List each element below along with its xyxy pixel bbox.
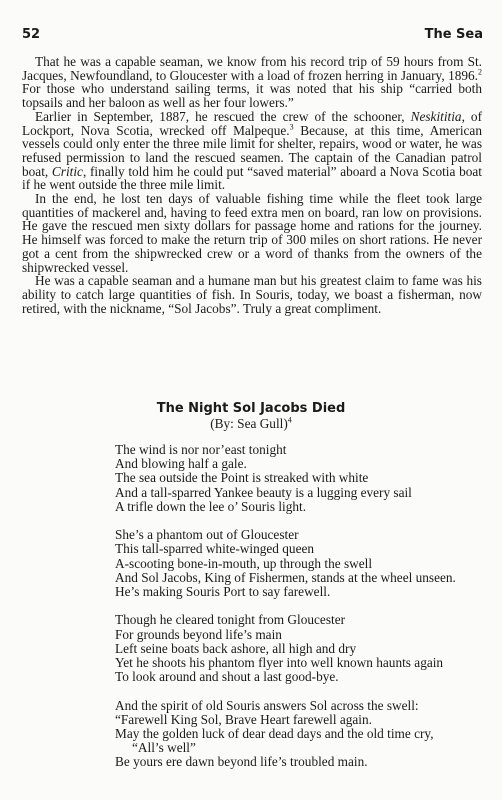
- poem-line: And Sol Jacobs, King of Fishermen, stands at the wheel unseen.: [115, 569, 456, 585]
- running-header: [22, 27, 483, 42]
- text-run: , of Lockport, Nova Scotia, wrecked off Malpeque.: [22, 108, 482, 138]
- poem-body: [115, 443, 460, 784]
- text-run: Earlier in September, 1887, he rescued the crew of the schooner,: [35, 108, 411, 124]
- paragraph: [22, 55, 482, 110]
- text-run: That he was a capable seaman, we know from his record trip of 59 hours from St. Jacques, Newfoundland, to Gloucester with a load of frozen herring in January, 1896.: [22, 54, 482, 83]
- poem-line: She’s a phantom out of Gloucester: [115, 527, 299, 543]
- poem-line: Though he cleared tonight from Gloucester: [115, 612, 346, 628]
- footnote-ref: 2: [478, 67, 482, 77]
- text-run: , finally told him he could put “saved material” aboard a Nova Scotia boat if he went outside the three mile limit.: [22, 163, 482, 193]
- section-title: The Sea: [424, 27, 483, 42]
- text-run: He was a capable seaman and a humane man but his greatest claim to fame was his ability to catch large quantities of fish. In Souris, today, we boast a fisherman, now retired, with the nickname, “Sol Jacobs”. Truly a great compliment.: [22, 273, 482, 316]
- poem-title: The Night Sol Jacobs Died: [156, 401, 346, 416]
- poem-line: He’s making Souris Port to say farewell.: [115, 584, 331, 600]
- footnote-ref: 3: [289, 122, 294, 132]
- vessel-name: Critic: [51, 163, 83, 179]
- text-run: Because, at this time, American vessels could only enter the three mile limit for shelter, repairs, wood or water, he was refused permission to land the rescued seamen. The captain of the Canadian patrol boat,: [22, 122, 482, 179]
- poem-line: And the spirit of old Souris answers Sol across the swell:: [115, 697, 419, 713]
- poem-line: “Farewell King Sol, Brave Heart farewell again.: [115, 711, 372, 727]
- poem-line: Be yours ere dawn beyond life’s troubled main.: [115, 754, 368, 770]
- poem-line: This tall-sparred white-winged queen: [115, 541, 315, 557]
- paragraph: [22, 110, 482, 192]
- vessel-name: Neskititia: [410, 108, 462, 124]
- page-number: 52: [22, 27, 41, 42]
- poem-stanza: [115, 613, 460, 684]
- poem-line: Yet he shoots his phantom flyer into well known haunts again: [115, 655, 444, 671]
- poem-stanza: [115, 528, 460, 599]
- poem-line: And a tall-sparred Yankee beauty is a lugging every sail: [115, 484, 412, 500]
- body-text: [22, 55, 482, 315]
- text-run: For those who understand sailing terms, it was noted that his ship “carried both topsails and her baloon as well as her four lowers.”: [22, 81, 482, 111]
- poem-line: The wind is nor nor’east tonight: [115, 442, 287, 457]
- poem-line: To look around and shout a last good-bye.: [115, 669, 339, 685]
- poem-line: A-scooting bone-in-mouth, up through the swell: [115, 555, 373, 571]
- footnote-ref: 4: [287, 415, 292, 425]
- poem-line: A trifle down the lee o’ Souris light.: [115, 498, 307, 514]
- poem-stanza: [115, 699, 460, 770]
- poem-line: For grounds beyond life’s main: [115, 626, 282, 642]
- poem-byline: [0, 416, 502, 432]
- poem-line: Left seine boats back ashore, all high and dry: [115, 640, 357, 656]
- poem-line: May the golden luck of dear dead days and the old time cry, “All’s well”: [115, 726, 434, 756]
- paragraph: [22, 274, 482, 315]
- poem-line: And blowing half a gale.: [115, 456, 247, 472]
- poem-stanza: [115, 443, 460, 514]
- byline-text: (By: Sea Gull): [210, 416, 288, 431]
- paragraph: [22, 192, 482, 274]
- poem-line: The sea outside the Point is streaked with white: [115, 470, 369, 486]
- text-run: In the end, he lost ten days of valuable fishing time while the fleet took large quantities of mackerel and, having to feed extra men on board, ran low on provisions. He gave the rescued men sixty dollars for passage home and rations for the journey. He himself was forced to make the return trip of 300 miles on short rations. He never got a cent from the shipwrecked crew or a word of thanks from the owners of the shipwrecked vessel.: [22, 191, 482, 275]
